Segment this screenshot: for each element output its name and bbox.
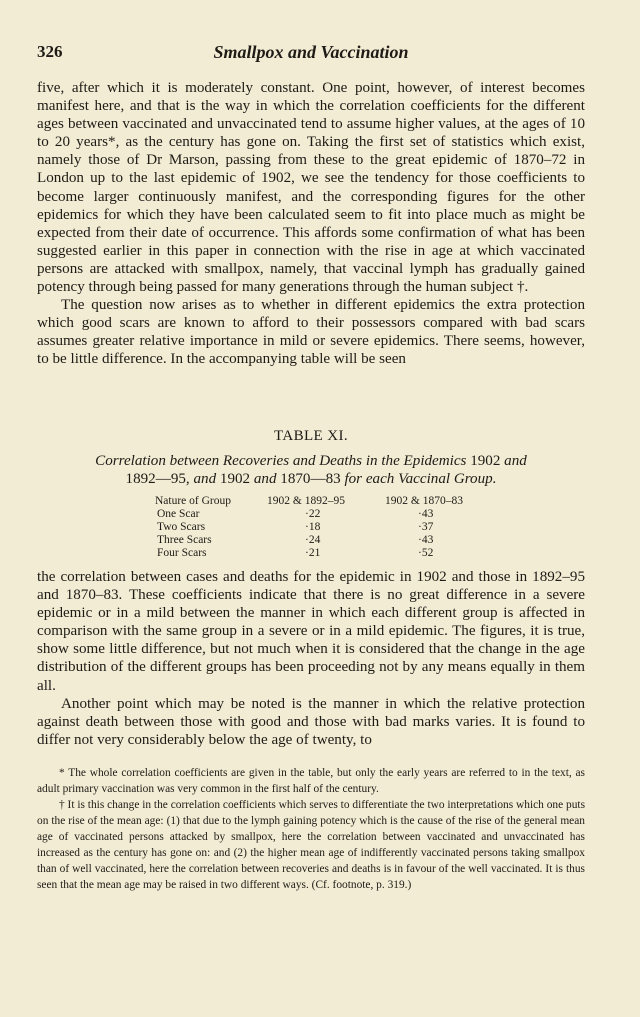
footnotes	[37, 765, 585, 893]
column-header: 1902 & 1870–83	[385, 495, 463, 507]
page-number: 326	[37, 42, 63, 61]
coefficient-value: ·18	[305, 521, 321, 533]
table-title: TABLE XI.	[273, 428, 349, 444]
paragraph: the correlation between cases and deaths for the epidemic in 1902 and those in 1892–95 and 1870–83. These coefficients indicate that there is no great difference in a severe epidemic or in a mild between the manner in which each different group is affected in comparison with the same group in a severe or in a mild epidemic. The figures, it is true, show some little difference, but not much when it is considered that the change in the age distribution of the different groups has been proceeding not by any means equally in them all.	[37, 569, 585, 694]
caption-year: 1870—83	[280, 471, 341, 487]
table-row	[150, 508, 480, 521]
page-header	[37, 42, 585, 64]
footnote-star: * The whole correlation coefficients are given in the table, but only the early years are referred to in the text, as adult primary vaccination was very common in the first half of the century.	[37, 767, 585, 795]
caption-year: 1902	[219, 471, 251, 487]
caption-conjunction: and	[253, 471, 277, 487]
coefficient-value: ·43	[418, 534, 434, 546]
caption-text: Correlation between Recoveries and Deaths in the Epidemics	[95, 453, 467, 469]
table-row	[150, 521, 480, 534]
column-header: Nature of Group	[155, 495, 232, 507]
paragraph: Another point which may be noted is the manner in which the relative protection against death between those with good and those with bad marks varies. It is found to differ not very considerably below the age of twenty, to	[37, 695, 585, 748]
coefficient-value: ·52	[418, 547, 434, 559]
table-header-row	[150, 495, 480, 508]
running-title: Smallpox and Vaccination	[213, 42, 409, 62]
correlation-table	[150, 495, 480, 560]
coefficient-value: ·22	[305, 508, 321, 520]
group-name: Two Scars	[157, 521, 206, 533]
coefficient-value: ·37	[418, 521, 434, 533]
body-text-upper	[37, 79, 585, 369]
coefficient-value: ·21	[305, 547, 321, 559]
coefficient-value: ·43	[418, 508, 434, 520]
column-header: 1902 & 1892–95	[267, 495, 345, 507]
coefficient-value: ·24	[305, 534, 321, 546]
paragraph: The question now arises as to whether in different epidemics the extra protection which good scars are known to afford to their possessors compared with bad scars assumes greater relative importance in mild or severe epidemics. There seems, however, to be little difference. In the accompanying table will be seen	[37, 297, 585, 368]
footnote-dagger: † It is this change in the correlation coefficients which serves to differentiate the two interpretations which one puts on the rise of the mean age: (1) that due to the lymph gaining potency which is the cause of the rise of the general mean age of vaccinated persons attacked by smallpox, here the correlation between vaccinated and unvaccinated has increased as the century has gone on: and (2) the higher mean age of indifferently vaccinated persons taking smallpox than of well vaccinated, here the correlation between recoveries and deaths is in favour of the well vaccinated. It is thus seen that the mean age may be raised in two different ways. (Cf. footnote, p. 319.)	[37, 799, 585, 891]
table-row	[150, 534, 480, 547]
group-name: One Scar	[157, 508, 200, 520]
group-name: Three Scars	[157, 534, 212, 546]
caption-conjunction: and	[504, 453, 527, 469]
caption-conjunction: and	[193, 471, 217, 487]
paragraph: five, after which it is moderately constant. One point, however, of interest becomes manifest here, and that is the way in which the correlation coefficients for the different ages between vaccinated and unvaccinated tend to assume higher values, at the ages of 10 to 20 years*, as the century has gone on. Taking the first set of statistics which exist, namely those of Dr Marson, passing from these to the great epidemic of 1870–72 in London up to the last epidemic of 1902, we see the tendency for those coefficients to become larger continuously manifest, and the corresponding figures for the other epidemics for which they have been calculated seem to fit into place much as might be expected from their date of occurrence. This affords some confirmation of what has been suggested earlier in this paper in connection with the rise in age at which vaccinated persons are attacked with smallpox, namely, that vaccinal lymph has gradually gained potency through being passed for many generations through the human subject †.	[37, 80, 585, 296]
caption-year: 1892—95,	[125, 471, 190, 487]
table-row	[150, 547, 480, 560]
caption-year: 1902	[470, 453, 501, 469]
body-text-lower	[37, 568, 585, 749]
caption-text: for each Vaccinal Group.	[344, 471, 497, 487]
table-caption	[37, 452, 585, 488]
group-name: Four Scars	[157, 547, 207, 559]
